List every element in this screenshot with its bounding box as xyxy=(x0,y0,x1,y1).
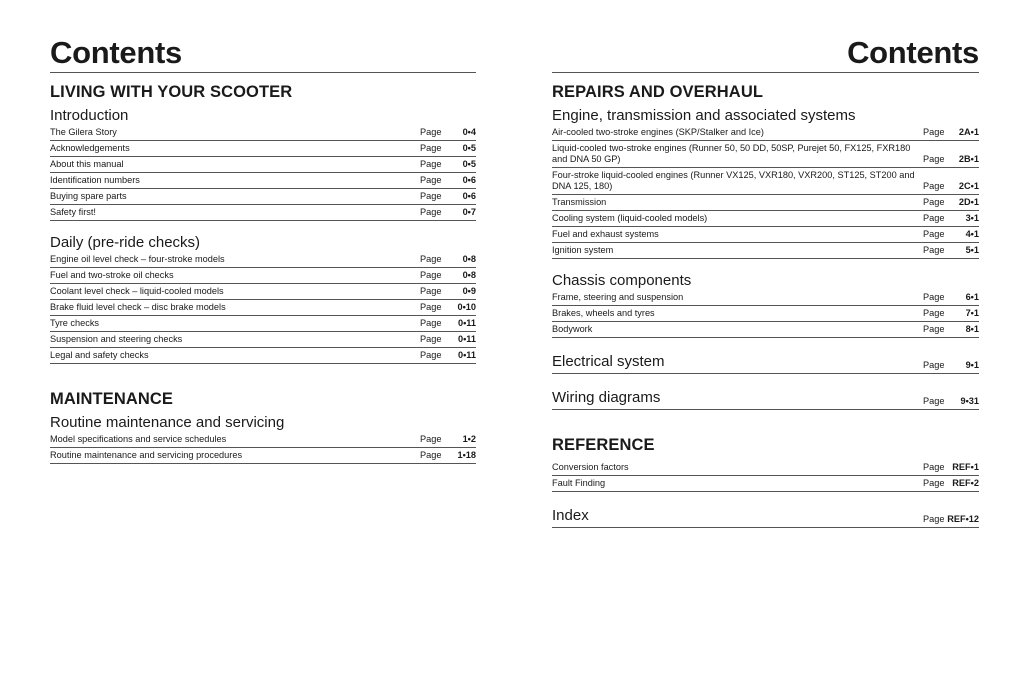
page-number: 7•1 xyxy=(965,308,979,318)
entry-title: Legal and safety checks xyxy=(50,350,149,360)
page-number: 2A•1 xyxy=(958,127,979,137)
entry-title: Index xyxy=(552,507,589,524)
page-number: REF•1 xyxy=(952,462,979,472)
section-heading: Daily (pre-ride checks) xyxy=(50,234,201,251)
page-number: 2B•1 xyxy=(958,154,979,164)
toc-entry[interactable] xyxy=(50,448,476,464)
entry-title: Buying spare parts xyxy=(50,191,127,201)
page-number: 2D•1 xyxy=(958,197,979,207)
page-label: Page xyxy=(420,302,442,312)
entry-title: Fuel and exhaust systems xyxy=(552,229,659,239)
toc-entry[interactable] xyxy=(552,125,979,141)
entry-title: Fault Finding xyxy=(552,478,606,488)
page-number: 0•6 xyxy=(462,191,476,201)
page-number: 9•31 xyxy=(960,396,979,406)
left-page xyxy=(50,0,476,464)
entry-title: Suspension and steering checks xyxy=(50,334,183,344)
page-number: REF•12 xyxy=(947,514,979,524)
page-number: 0•11 xyxy=(457,334,476,344)
entry-title: Acknowledgements xyxy=(50,143,130,153)
page-label: Page xyxy=(923,396,945,406)
page-label: Page xyxy=(923,154,945,164)
right-contents xyxy=(552,81,979,528)
section-heading: Introduction xyxy=(50,107,129,124)
entry-title: Four-stroke liquid-cooled engines (Runner VX125, VXR180, VXR200, ST125, ST200 and DNA 125, 180) xyxy=(552,170,915,191)
entry-title: Fuel and two-stroke oil checks xyxy=(50,270,174,280)
toc-entry[interactable] xyxy=(50,284,476,300)
part-title: REPAIRS AND OVERHAUL xyxy=(552,83,764,101)
page-label: Page xyxy=(420,254,442,264)
page-label: Page xyxy=(923,213,945,223)
toc-entry[interactable] xyxy=(50,141,476,157)
toc-entry[interactable] xyxy=(552,476,979,492)
entry-title: Model specifications and service schedules xyxy=(50,434,227,444)
toc-entry[interactable] xyxy=(552,290,979,306)
page-number: 0•10 xyxy=(457,302,476,312)
part-title: REFERENCE xyxy=(552,436,655,454)
entry-title: Brakes, wheels and tyres xyxy=(552,308,655,318)
page-number: 0•4 xyxy=(462,127,476,137)
part-title: LIVING WITH YOUR SCOOTER xyxy=(50,83,293,101)
toc-entry[interactable] xyxy=(552,211,979,227)
page-number: 0•11 xyxy=(457,318,476,328)
toc-entry[interactable] xyxy=(50,157,476,173)
entry-title: About this manual xyxy=(50,159,124,169)
entry-title: Tyre checks xyxy=(50,318,100,328)
page-label: Page xyxy=(923,245,945,255)
page-number: 9•1 xyxy=(965,360,979,370)
spacer xyxy=(50,221,476,234)
toc-entry[interactable] xyxy=(50,125,476,141)
page-label: Page xyxy=(923,127,945,137)
page-label: Page xyxy=(420,318,442,328)
entry-title: Frame, steering and suspension xyxy=(552,292,684,302)
page-label: Page xyxy=(420,159,442,169)
toc-entry[interactable] xyxy=(552,195,979,211)
toc-entry[interactable] xyxy=(50,189,476,205)
entry-title: Ignition system xyxy=(552,245,614,255)
entry-title: Air-cooled two-stroke engines (SKP/Stalker and Ice) xyxy=(552,127,764,137)
page-number: 0•7 xyxy=(462,207,476,217)
entry-title: Conversion factors xyxy=(552,462,629,472)
page-title: Contents xyxy=(50,34,476,73)
toc-entry[interactable] xyxy=(552,351,979,374)
toc-entry[interactable] xyxy=(50,205,476,221)
toc-entry[interactable] xyxy=(50,332,476,348)
page-title: Contents xyxy=(552,34,979,73)
entry-title: Wiring diagrams xyxy=(552,389,661,406)
section-heading: Chassis components xyxy=(552,272,692,289)
toc-entry[interactable] xyxy=(50,348,476,364)
page-label: Page xyxy=(420,286,442,296)
entry-title: Engine oil level check – four-stroke models xyxy=(50,254,225,264)
spacer xyxy=(50,364,476,380)
page-label: Page xyxy=(923,181,945,191)
page-label: Page xyxy=(420,175,442,185)
entry-title: Electrical system xyxy=(552,353,665,370)
page-label: Page xyxy=(420,143,442,153)
spacer xyxy=(552,410,979,426)
entry-title: Liquid-cooled two-stroke engines (Runner 50, 50 DD, 50SP, Purejet 50, FX125, FXR180 and DNA 50 GP) xyxy=(552,143,911,164)
entry-title: Safety first! xyxy=(50,207,96,217)
page-label: Page xyxy=(923,229,945,239)
toc-entry[interactable] xyxy=(552,168,979,195)
toc-entry[interactable] xyxy=(50,173,476,189)
toc-entry[interactable] xyxy=(552,227,979,243)
page-label: Page xyxy=(420,191,442,201)
page-label: Page xyxy=(420,270,442,280)
page-label: Page xyxy=(420,127,442,137)
entry-title: Brake fluid level check – disc brake models xyxy=(50,302,226,312)
toc-entry[interactable] xyxy=(50,316,476,332)
page-label: Page xyxy=(420,207,442,217)
page-number: 0•11 xyxy=(457,350,476,360)
page-label: Page xyxy=(923,197,945,207)
page-label: Page xyxy=(420,450,442,460)
toc-entry[interactable] xyxy=(552,306,979,322)
toc-entry[interactable] xyxy=(50,432,476,448)
page-label: Page xyxy=(923,478,945,488)
page-number: 5•1 xyxy=(965,245,979,255)
toc-entry[interactable] xyxy=(552,505,979,528)
page-number: 0•8 xyxy=(462,254,476,264)
page-number: 1•2 xyxy=(462,434,476,444)
page-label: Page xyxy=(923,308,945,318)
page-number: 0•9 xyxy=(462,286,476,296)
entry-title: Transmission xyxy=(552,197,607,207)
entry-title: The Gilera Story xyxy=(50,127,117,137)
page-label: Page xyxy=(923,462,945,472)
toc-entry[interactable] xyxy=(552,243,979,259)
toc-entry[interactable] xyxy=(50,268,476,284)
toc-entry[interactable] xyxy=(50,300,476,316)
entry-title: Cooling system (liquid-cooled models) xyxy=(552,213,708,223)
page-label: Page xyxy=(923,324,945,334)
toc-entry[interactable] xyxy=(552,387,979,410)
right-page xyxy=(552,0,979,528)
page-number: 0•5 xyxy=(462,159,476,169)
page-number: 0•5 xyxy=(462,143,476,153)
page-label: Page xyxy=(420,334,442,344)
page-number: 1•18 xyxy=(457,450,476,460)
toc-entry[interactable] xyxy=(552,322,979,338)
toc-entry[interactable] xyxy=(552,141,979,168)
entry-title: Coolant level check – liquid-cooled models xyxy=(50,286,224,296)
entry-title: Routine maintenance and servicing procedures xyxy=(50,450,243,460)
spacer xyxy=(552,374,979,387)
entry-title: Bodywork xyxy=(552,324,593,334)
page-label: Page xyxy=(923,514,945,524)
page-number: 6•1 xyxy=(965,292,979,302)
part-title: MAINTENANCE xyxy=(50,390,174,408)
left-contents xyxy=(50,81,476,464)
spacer xyxy=(552,492,979,505)
section-heading: Engine, transmission and associated systems xyxy=(552,107,856,124)
entry-title: Identification numbers xyxy=(50,175,140,185)
page-label: Page xyxy=(923,360,945,370)
page-number: REF•2 xyxy=(952,478,979,488)
page-label: Page xyxy=(420,350,442,360)
spacer xyxy=(552,338,979,351)
page-number: 3•1 xyxy=(965,213,979,223)
spacer xyxy=(552,259,979,272)
toc-entry[interactable] xyxy=(552,460,979,476)
page-label: Page xyxy=(420,434,442,444)
toc-entry[interactable] xyxy=(50,252,476,268)
page-number: 2C•1 xyxy=(958,181,979,191)
page-number: 0•6 xyxy=(462,175,476,185)
page-number: 4•1 xyxy=(965,229,979,239)
page-number: 0•8 xyxy=(462,270,476,280)
section-heading: Routine maintenance and servicing xyxy=(50,414,285,431)
page-label: Page xyxy=(923,292,945,302)
page-number: 8•1 xyxy=(965,324,979,334)
